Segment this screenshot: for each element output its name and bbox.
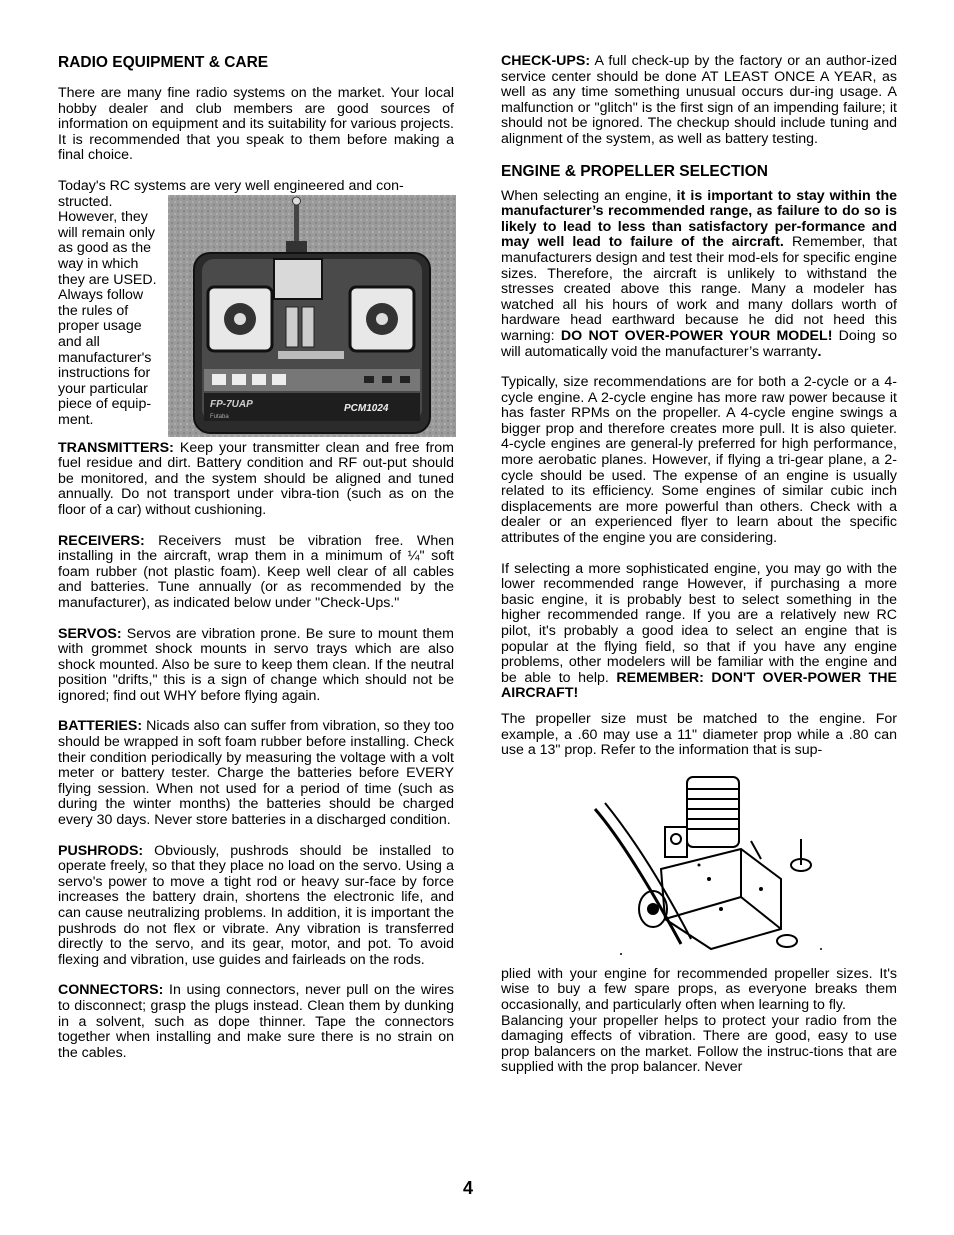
batteries-paragraph	[58, 719, 454, 828]
engine-paragraph-2: Typically, size recommendations are for both a 2-cycle or a 4-cycle engine. A 2-cycle engine has more raw power because it has faster RPMs on the propeller. A 4-cycle engine swings a bigger prop and therefore creates more pull. It is also quieter. 4-cycle engines are general-ly preferred for high performance, more aerobatic planes. However, if flying a tri-gear plane, a 2-cycle should be used. The expense of an engine is usually related to its efficiency. Some engines of similar cubic inch displacements are more powerful than others. Check with a dealer or an experienced flyer to learn about the specific attributes of the engine you are considering.	[501, 374, 897, 547]
engine-p1-end: Doing so will automatically void the manufacturer’s warranty	[501, 327, 898, 360]
batteries-text: Nicads also can suffer from vibration, so they too should be wrapped in soft foam rubber before installing. Check their condition periodically by measuring the voltage with a volt meter or battery tester. Charge the batteries before EVERY flying session. When not used for a period of time (such as during the winter months) the batteries should be charged every 30 days. Never store batteries in a discharged condition.	[58, 718, 454, 829]
pushrods-label: PUSHRODS:	[58, 842, 144, 859]
page-number: 4	[463, 1178, 474, 1198]
engine-p1-warning: DO NOT OVER-POWER YOUR MODEL!	[560, 327, 833, 344]
transmitters-paragraph	[58, 441, 454, 519]
transmitter-brand-label: FP-7UAP	[210, 398, 253, 410]
engine-p1-period: .	[817, 343, 822, 360]
engine-p1-start: When selecting an engine,	[501, 187, 677, 204]
servos-text: Servos are vibration prone. Be sure to mount them with grommet shock mounts in servo trays which are also shock mounted. Also be sure to keep them clean. If the neutral position "drifts," this is a sign of change which should not be ignored; find out WHY before flying again.	[58, 625, 454, 704]
left-column	[58, 54, 454, 1076]
transmitters-text: Keep your transmitter clean and free from fuel residue and dirt. Battery condition and RF out-put should be monitored, and the system should be aligned and tuned annually. Do not transport under vibra-tion (such as on the floor of a car) without cushioning.	[58, 439, 454, 518]
transmitter-photo	[168, 195, 456, 437]
checkups-text: A full check-up by the factory or an author-ized service center should be done AT LEAST ONCE A YEAR, as well as any time something unusual occurs dur-ing usage. A malfunction or "glitch" is the first sign of an impending failure; it should not be ignored. The checkup should include tuning and alignment of the system, as well as battery testing.	[501, 53, 897, 147]
section-title-engine-propeller: ENGINE & PROPELLER SELECTION	[501, 162, 768, 180]
servos-paragraph	[58, 627, 454, 705]
rc-systems-line: Today's RC systems are very well engineered and con-	[58, 177, 404, 194]
transmitter-maker-label: Futaba	[210, 413, 229, 420]
rc-systems-paragraph	[58, 179, 454, 429]
section-title-radio-equipment: RADIO EQUIPMENT & CARE	[58, 54, 269, 71]
engine-p3-bold: REMEMBER: DON'T OVER-POWER THE AIRCRAFT!	[501, 669, 897, 702]
transmitter-pcm-label: PCM1024	[344, 402, 389, 414]
pushrods-paragraph	[58, 844, 454, 969]
servos-label: SERVOS:	[58, 625, 122, 642]
checkups-paragraph	[501, 54, 897, 148]
right-column	[501, 54, 897, 1091]
engine-p1-mid: Remember, that manufacturers design and test their mod-els for specific engine sizes. Therefore, the aircraft is unlikely to withstand the stresses created above this range. Many a modeler has watched all his hours of work and many dollars worth of hardware head earthward because he did not heed this warning:	[501, 234, 898, 344]
intro-paragraph: There are many fine radio systems on the market. Your local hobby dealer and club members are good sources of information on equipment and its suitability for various projects. It is recommended that you speak to them before making a final choice.	[58, 85, 454, 164]
connectors-text: In using connectors, never pull on the wires to disconnect; grasp the plugs instead. Clean them by dunking in a solvent, such as dope thinner. Tape the connectors together when installing and make sure there is no strain on the cables.	[58, 982, 454, 1061]
engine-p3-text: If selecting a more sophisticated engine, you may go with the lower recommended range However, if purchasing a more basic engine, it is probably best to select something in the higher recommended range. If you are a relatively new RC pilot, it's probably a good idea to select an engine that is popular at the flying field, so that if you have any engine problems, other modelers will be familiar with the engine and be able to help.	[501, 560, 897, 686]
propeller-paragraph-3: Balancing your propeller helps to protect your radio from the damaging effects of vibration. There are good, easy to use prop balancers on the market. Follow the instruc-tions that are supplied with the prop balancer. Never	[501, 1012, 897, 1076]
batteries-label: BATTERIES:	[58, 718, 143, 735]
receivers-text: Receivers must be vibration free. When installing in the aircraft, wrap them in a minimum of ¼" soft foam rubber (not plastic foam). Keep well clear of all cables and batteries. Tune annually (or as recommended by the manufacturer), as indicated below under "Check-Ups."	[58, 532, 454, 611]
rc-systems-wrap-text: structed. However, they will remain only as good as the way in which they are USED. Always follow the rules of proper usage and all manufacturer's instructions for your particular piece of equip-ment.	[58, 193, 157, 428]
transmitter-image	[168, 195, 456, 437]
receivers-paragraph	[58, 534, 454, 612]
propeller-paragraph-1: The propeller size must be matched to the engine. For example, a .60 may use a 11" diameter prop while a .80 can use a 13" prop. Refer to the information that is sup-	[501, 710, 897, 759]
checkups-label: CHECK-UPS:	[501, 53, 591, 69]
connectors-paragraph	[58, 983, 454, 1061]
engine-paragraph-3	[501, 562, 897, 702]
engine-illustration	[591, 769, 831, 959]
receivers-label: RECEIVERS:	[58, 532, 145, 549]
propeller-paragraph-2: plied with your engine for recommended propeller sizes. It's wise to buy a few spare props, as everyone breaks them occasionally, and particularly often when learning to fly.	[501, 965, 897, 1013]
engine-p1-bold: it is important to stay within the manufacturer’s recommended range, as failure to do so is likely to lead to less than satisfactory per-formance and may well lead to failure of the aircraft.	[501, 187, 898, 251]
pushrods-text: Obviously, pushrods should be installed to operate freely, so that they place no load on the servo. Using a servo's power to move a tight rod or heavy sur-face by force increases the battery drain, shortens the electronic life, and can cause neutralizing problems. In addition, it is important the pushrods do not flex or vibrate. Any vibration is transferred directly to the servo, and its gear, motor, and pot. To avoid flexing and vibration, use guides and fairleads on the rods.	[58, 842, 454, 968]
transmitters-label: TRANSMITTERS:	[58, 439, 174, 456]
engine-paragraph-1	[501, 189, 897, 361]
connectors-label: CONNECTORS:	[58, 982, 164, 999]
